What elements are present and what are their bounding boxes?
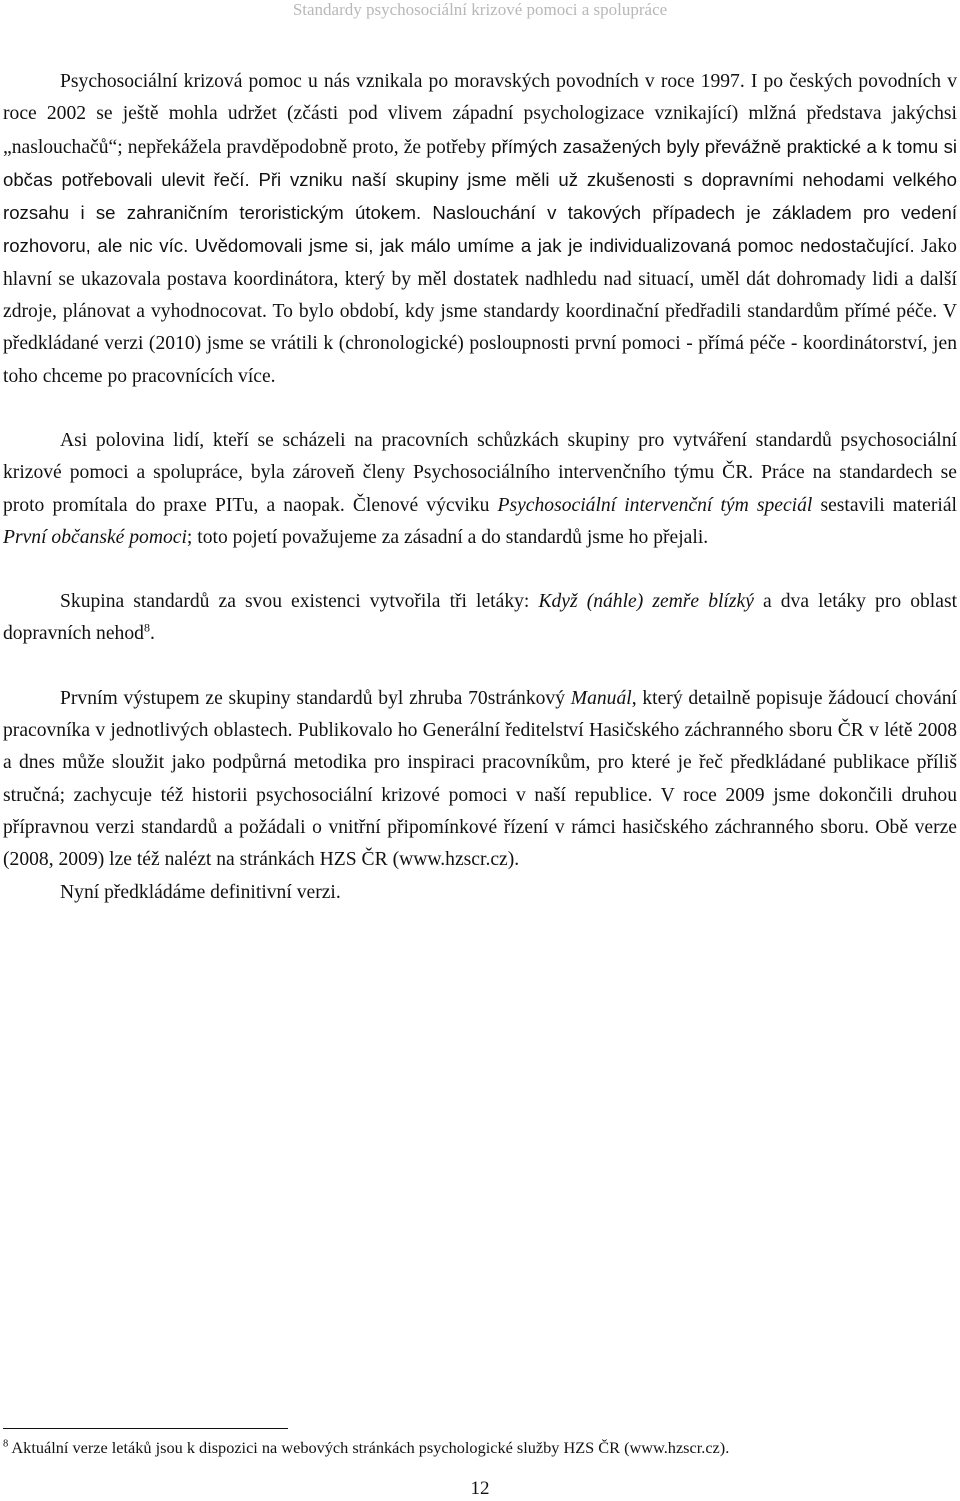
paragraph-1 [3,66,957,393]
paragraph-4 [3,683,957,877]
paragraph-2-italic-2: První občanské pomoci [3,526,187,548]
paragraph-5 [3,877,957,909]
paragraph-2-part-a: Asi polovina lidí, kteří se scházeli na pracovních schůzkách skupiny pro vytváření standardů psychosociální krizové pomoci a spolupráce, byla zároveň členy Psychosociálního intervenčního týmu ČR. Práce na standardech se proto promítala do praxe PITu, a naopak. Členové výcviku [3,429,957,516]
paragraph-2-part-c: ; toto pojetí považujeme za zásadní a do standardů jsme ho přejali. [186,526,709,548]
footnote-number: 8 [3,1438,9,1450]
paragraph-1-part-a: Psychosociální krizová pomoc u nás vznikala po moravských povodních v roce 1997. I po českých povodních v roce 2002 se ještě mohla udržet (zčásti pod vlivem západní psychologizace vznikající) mlžná představa jakýchsi „naslouchačů“; nepřekážela pravděpodobně proto, že potřeby [3,71,957,158]
paragraph-4-part-a: Prvním výstupem ze skupiny standardů byl zhruba 70stránkový [60,687,571,709]
footnote-text: Aktuální verze letáků jsou k dispozici na webových stránkách psychologické služby HZS ČR (www.hzscr.cz). [8,1438,730,1457]
paragraph-4-italic-1: Manuál [570,687,632,709]
paragraph-3-part-c: . [149,623,155,645]
paragraph-2 [3,425,957,554]
body-text [3,66,957,909]
footnote [3,1437,957,1459]
paragraph-2-italic-1: Psychosociální intervenční tým speciál [497,494,813,516]
paragraph-3-italic-1: Když (náhle) zemře blízký [538,591,754,613]
page-number: 12 [470,1478,490,1499]
footnote-separator [3,1428,288,1429]
footnote-reference[interactable]: 8 [143,620,150,635]
paragraph-2-part-b: sestavili materiál [812,494,957,516]
paragraph-4-part-b: , který detailně popisuje žádoucí chování pracovníka v jednotlivých oblastech. Publikovalo ho Generální ředitelství Hasičského záchranného sboru ČR v létě 2008 a dnes může sloužit jako podpůrná metodika pro inspiraci pracovníkům, pro které je řeč předkládané publikace příliš stručná; zachycuje též historii psychosociální krizové pomoci v naší republice. V roce 2009 jsme dokončili druhou přípravnou verzi standardů a požádali o vnitřní připomínkové řízení v rámci hasičského záchranného sboru. Obě verze (2008, 2009) lze též nalézt na stránkách HZS ČR (www.hzscr.cz). [3,687,958,871]
paragraph-3 [3,586,957,651]
paragraph-3-part-b: a dva letáky pro oblast dopravních nehod [3,591,958,645]
paragraph-5-text: Nyní předkládáme definitivní verzi. [60,881,341,903]
paragraph-1-part-c: Jako hlavní se ukazovala postava koordinátora, který by měl dostatek nadhledu nad situací, uměl dát dohromady lidi a další zdroje, plánovat a vyhodnocovat. To bylo období, kdy jsme standardy koordinační předřadili standardům přímé péče. V předkládané verzi (2010) jsme se vrátili k (chronologické) posloupnosti první pomoci - přímá péče - koordinátorství, jen toho chceme po pracovnících více. [3,236,957,387]
paragraph-3-part-a: Skupina standardů za svou existenci vytvořila tři letáky: [60,591,539,613]
paragraph-1-part-b: přímých zasažených byly převážně praktické a k tomu si občas potřebovali ulevit řečí. Při vzniku naší skupiny jsme měli už zkušenosti s dopravními nehodami velkého rozsahu i se zahraničním teroristickým útokem. Naslouchání v takových případech je základem pro vedení rozhovoru, ale nic víc. Uvědomovali jsme si, jak málo umíme a jak je individualizovaná pomoc nedostačující. [3,135,958,257]
running-header: Standardy psychosociální krizové pomoci a spolupráce [292,0,668,19]
